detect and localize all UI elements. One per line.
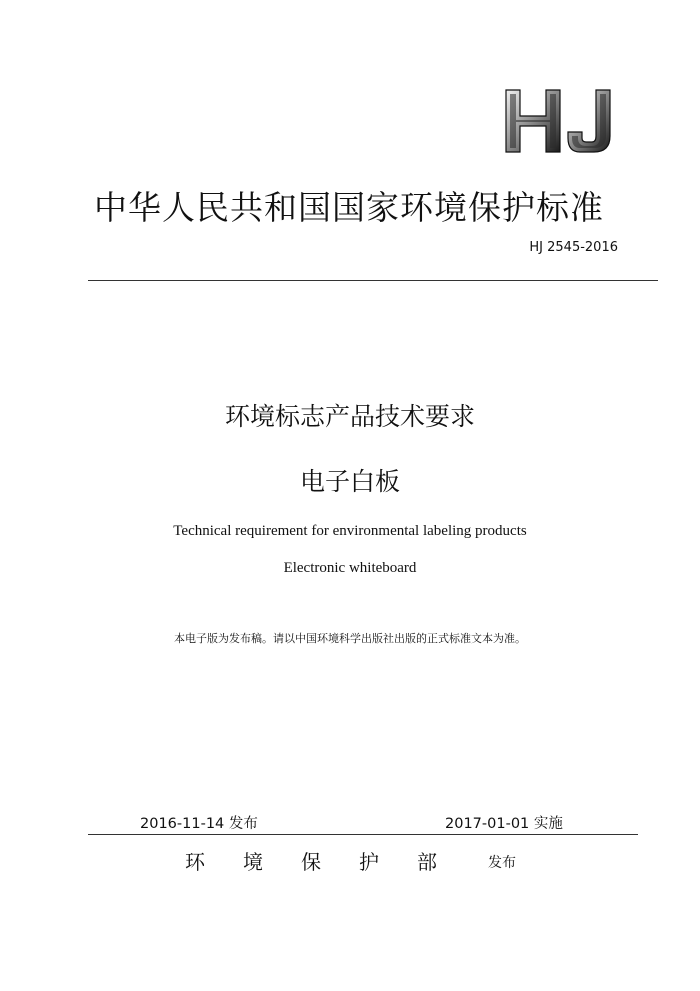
header-divider	[88, 280, 658, 281]
footer-divider	[88, 834, 638, 835]
edition-note: 本电子版为发布稿。请以中国环境科学出版社出版的正式标准文本为准。	[174, 632, 526, 645]
hj-logo	[500, 84, 628, 158]
title-en-sub: Electronic whiteboard	[283, 560, 417, 576]
title-en-main: Technical requirement for environmental labeling products	[173, 523, 527, 539]
title-cn-sub: 电子白板	[299, 467, 400, 496]
effective-date: 2017-01-01 实施	[445, 816, 563, 832]
issuer-name: 环境保护部	[185, 850, 475, 874]
release-date: 2016-11-14 发布	[140, 816, 258, 832]
issuer-suffix: 发布	[488, 855, 516, 871]
issuing-organization: 中华人民共和国国家环境保护标准	[94, 188, 604, 227]
standard-code: HJ 2545-2016	[529, 240, 618, 255]
title-cn-main: 环境标志产品技术要求	[224, 402, 475, 431]
